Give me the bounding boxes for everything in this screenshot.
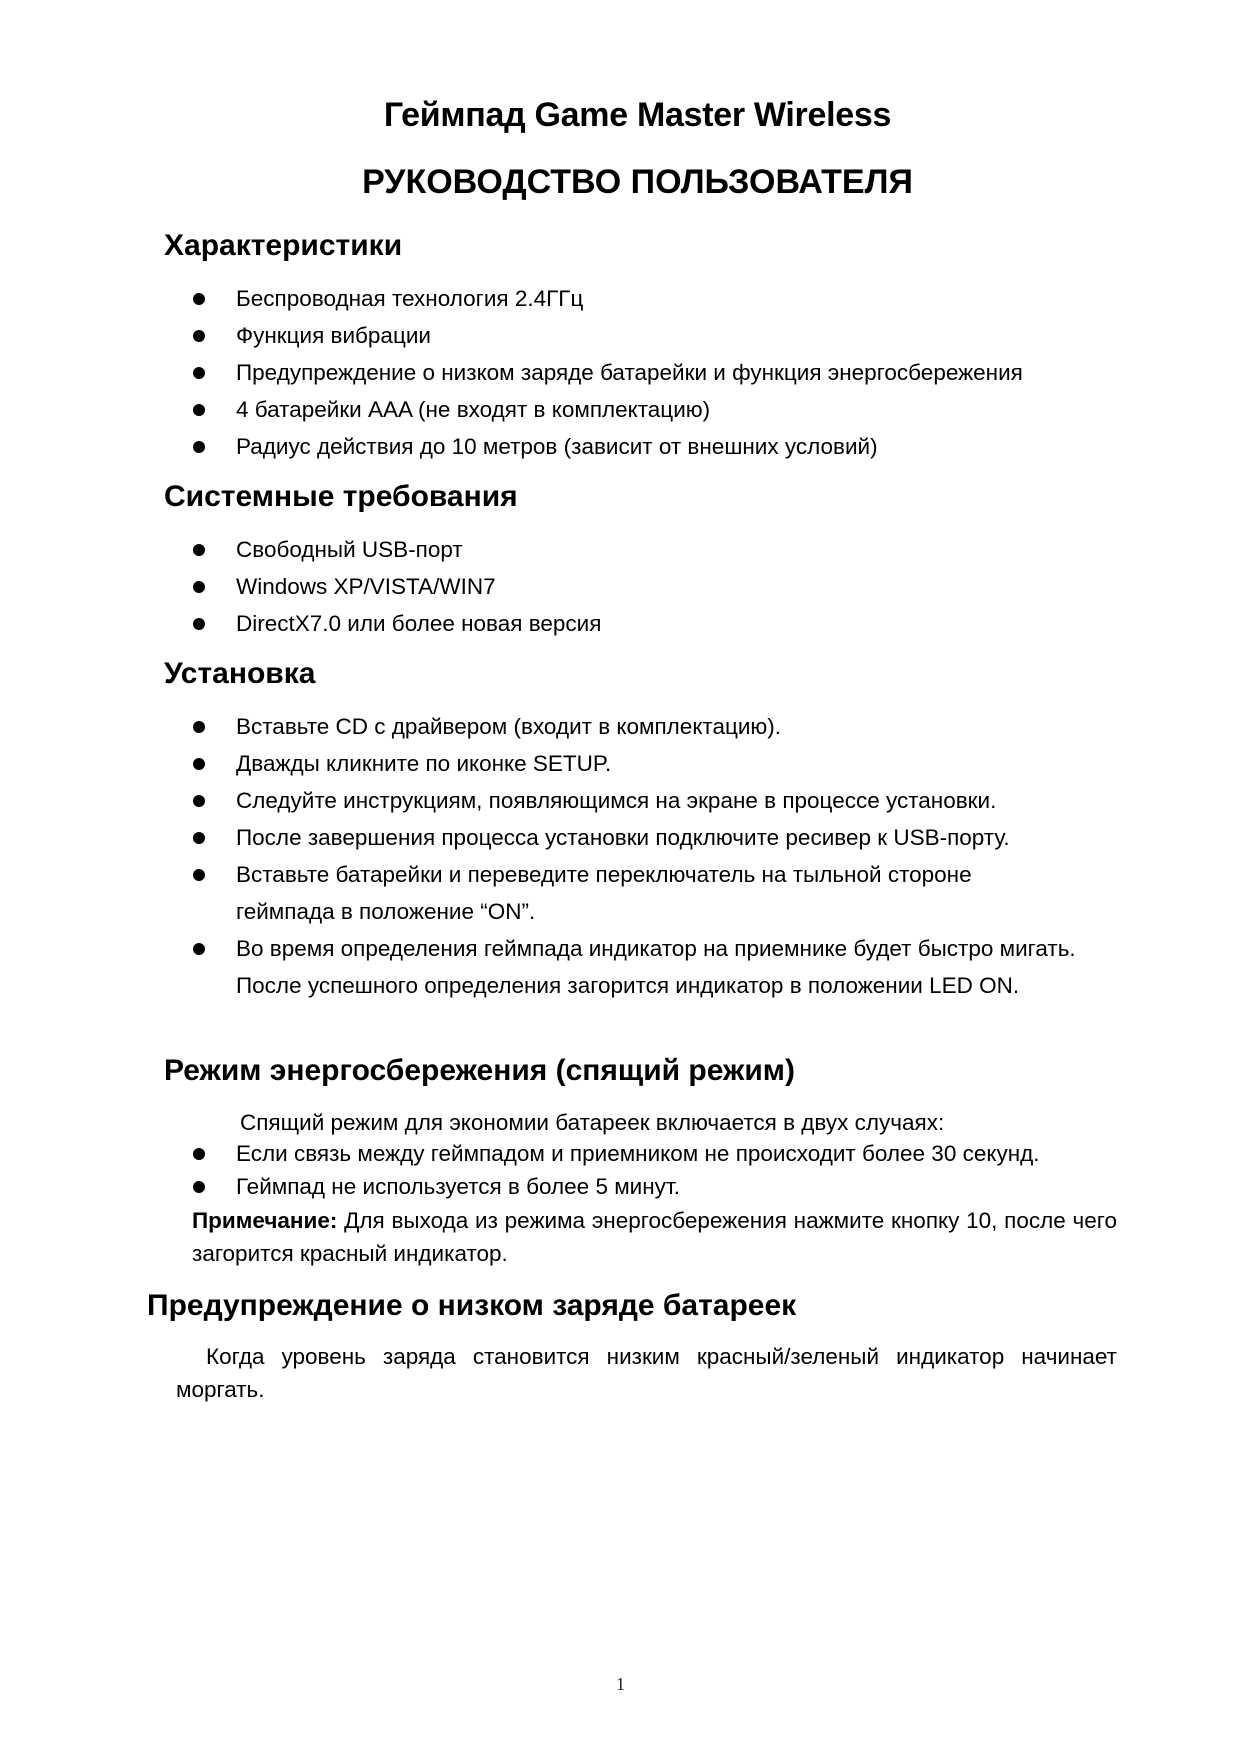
low-battery-text: Когда уровень заряда становится низким красный/зеленый индикатор начинает моргать. bbox=[176, 1344, 1117, 1402]
heading-installation: Установка bbox=[164, 657, 316, 690]
document-subtitle: РУКОВОДСТВО ПОЛЬЗОВАТЕЛЯ bbox=[362, 163, 913, 201]
sleep-mode-note bbox=[192, 1204, 1117, 1270]
bullet-icon bbox=[193, 1181, 205, 1193]
bullet-icon bbox=[193, 832, 205, 844]
page-number: 1 bbox=[616, 1674, 625, 1694]
bullet-icon bbox=[193, 293, 205, 305]
document-title: Геймпад Game Master Wireless bbox=[383, 96, 892, 134]
bullet-icon bbox=[193, 943, 205, 955]
note-text: Для выхода из режима энергосбережения нажмите кнопку 10, после чего загорится красный индикатор. bbox=[192, 1208, 1117, 1266]
bullet-icon bbox=[193, 367, 205, 379]
heading-requirements: Системные требования bbox=[164, 480, 518, 513]
note-label: Примечание: bbox=[192, 1208, 338, 1233]
heading-low-battery: Предупреждение о низком заряде батареек bbox=[147, 1289, 797, 1322]
bullet-icon bbox=[193, 441, 205, 453]
bullet-icon bbox=[193, 581, 205, 593]
bullet-icon bbox=[193, 869, 205, 881]
bullet-icon bbox=[193, 618, 205, 630]
bullet-icon bbox=[193, 330, 205, 342]
bullet-icon bbox=[193, 721, 205, 733]
bullet-icon bbox=[193, 404, 205, 416]
bullet-icon bbox=[193, 795, 205, 807]
bullet-icon bbox=[193, 544, 205, 556]
heading-sleep-mode: Режим энергосбережения (спящий режим) bbox=[164, 1054, 795, 1087]
heading-features: Характеристики bbox=[164, 229, 403, 262]
bullet-icon bbox=[193, 1148, 205, 1160]
bullet-icon bbox=[193, 758, 205, 770]
sleep-mode-intro: Спящий режим для экономии батареек включается в двух случаях: bbox=[240, 1110, 945, 1135]
